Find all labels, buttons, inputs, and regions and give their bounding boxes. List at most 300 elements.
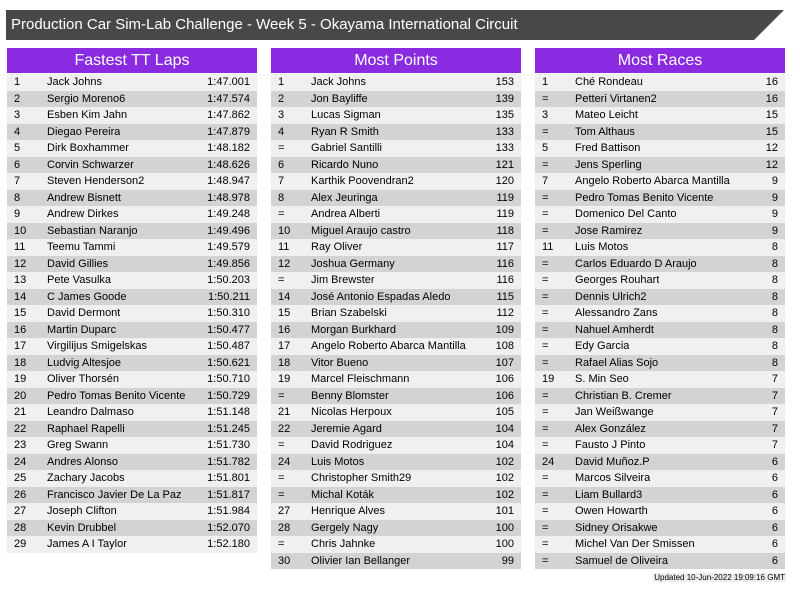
rank-cell: = (542, 257, 549, 270)
value-cell: 1:50.487 (207, 340, 250, 352)
rank-cell: 16 (14, 323, 27, 336)
value-cell: 1:48.978 (207, 191, 250, 204)
driver-name-cell: Jens Sperling (575, 158, 642, 171)
driver-name-cell: C James Goode (47, 290, 127, 303)
table-row (7, 322, 257, 339)
driver-name-cell: Dirk Boxhammer (47, 142, 129, 154)
page-title-banner (6, 10, 754, 40)
rank-cell: 9 (14, 208, 21, 220)
table-row (271, 404, 521, 421)
table-row (271, 157, 521, 174)
table-row (271, 124, 521, 141)
driver-name-cell: Alex Jeuringa (311, 191, 378, 204)
driver-name-cell: Carlos Eduardo D Araujo (575, 257, 697, 270)
table-row (535, 124, 785, 141)
table-row (271, 520, 521, 537)
driver-name-cell: Jack Johns (47, 76, 103, 88)
driver-name-cell: Nicolas Herpoux (311, 406, 392, 418)
driver-name-cell: Sergio Moreno6 (47, 92, 126, 105)
driver-name-cell: José Antonio Espadas Aledo (311, 290, 451, 303)
rank-cell: 10 (14, 224, 27, 237)
panel-title: Fastest TT Laps (7, 48, 257, 73)
driver-name-cell: S. Min Seo (575, 373, 629, 385)
rank-cell: = (542, 488, 549, 501)
value-cell: 104 (495, 422, 514, 435)
rank-cell: 12 (278, 257, 291, 270)
value-cell: 1:50.621 (207, 356, 250, 369)
value-cell: 6 (771, 488, 778, 501)
driver-name-cell: Olivier Ian Bellanger (311, 554, 411, 567)
value-cell: 1:47.001 (207, 76, 250, 88)
driver-name-cell: Samuel de Oliveira (575, 554, 668, 567)
value-cell: 6 (771, 538, 778, 550)
driver-name-cell: Vitor Bueno (311, 356, 369, 369)
rank-cell: 10 (278, 224, 291, 237)
table-row (7, 487, 257, 504)
rank-cell: 1 (542, 76, 549, 88)
driver-name-cell: Angelo Roberto Abarca Mantilla (311, 340, 466, 352)
table-row (271, 536, 521, 553)
rank-cell: 17 (14, 340, 27, 352)
table-row (7, 173, 257, 190)
table-row (271, 503, 521, 520)
driver-name-cell: Miguel Araujo castro (311, 224, 411, 237)
rank-cell: 21 (14, 406, 27, 418)
table-row (7, 355, 257, 372)
value-cell: 6 (771, 472, 778, 484)
rank-cell: 30 (278, 554, 291, 567)
value-cell: 118 (496, 224, 514, 237)
driver-name-cell: Petteri Virtanen2 (575, 92, 657, 105)
table-row (271, 355, 521, 372)
value-cell: 1:50.710 (207, 373, 250, 385)
table-row (535, 305, 785, 322)
driver-name-cell: Teemu Tammi (47, 241, 116, 253)
driver-name-cell: Ché Rondeau (575, 76, 643, 88)
table-row (535, 140, 785, 157)
driver-name-cell: Tom Althaus (575, 125, 635, 138)
value-cell: 153 (495, 76, 514, 88)
value-cell: 135 (495, 109, 514, 121)
value-cell: 1:50.203 (207, 274, 250, 286)
driver-name-cell: Owen Howarth (575, 505, 648, 517)
table-row (535, 223, 785, 240)
table-row (7, 223, 257, 240)
rank-cell: = (278, 488, 285, 501)
driver-name-cell: Fausto J Pinto (575, 439, 646, 451)
rank-cell: 22 (14, 422, 27, 435)
driver-name-cell: Sebastian Naranjo (47, 224, 138, 237)
driver-name-cell: Pedro Tomas Benito Vicente (575, 191, 714, 204)
rank-cell: 23 (14, 439, 27, 451)
value-cell: 12 (765, 142, 778, 154)
driver-name-cell: Kevin Drubbel (47, 521, 117, 534)
rank-cell: = (278, 389, 285, 402)
value-cell: 105 (495, 406, 514, 418)
value-cell: 102 (495, 488, 514, 501)
driver-name-cell: Greg Swann (47, 439, 109, 451)
driver-name-cell: Benny Blomster (311, 389, 389, 402)
driver-name-cell: Chris Jahnke (311, 538, 376, 550)
value-cell: 9 (771, 208, 778, 220)
rank-cell: 27 (14, 505, 27, 517)
table-row (271, 74, 521, 91)
value-cell: 9 (771, 191, 778, 204)
value-cell: 6 (771, 505, 778, 517)
table-row (535, 520, 785, 537)
driver-name-cell: David Muñoz.P (575, 455, 650, 468)
rank-cell: = (542, 224, 549, 237)
value-cell: 1:49.496 (207, 224, 250, 237)
panel-fastest-tt-laps (7, 48, 257, 553)
table-row (271, 421, 521, 438)
rank-cell: = (542, 439, 549, 451)
table-row (535, 157, 785, 174)
table-row (535, 404, 785, 421)
table-row (271, 223, 521, 240)
table-row (7, 404, 257, 421)
table-row (535, 503, 785, 520)
rank-cell: 15 (278, 307, 291, 319)
rank-cell: 13 (14, 274, 27, 286)
value-cell: 8 (771, 257, 778, 270)
table-row (271, 190, 521, 207)
driver-name-cell: Mateo Leicht (575, 109, 638, 121)
driver-name-cell: David Dermont (47, 307, 121, 319)
rank-cell: = (542, 208, 549, 220)
value-cell: 100 (495, 521, 514, 534)
table-row (271, 272, 521, 289)
rank-cell: 8 (14, 191, 21, 204)
driver-name-cell: Steven Henderson2 (47, 175, 145, 187)
value-cell: 6 (771, 521, 778, 534)
driver-name-cell: Ricardo Nuno (311, 158, 379, 171)
rank-cell: 18 (278, 356, 291, 369)
driver-name-cell: Martin Duparc (47, 323, 117, 336)
value-cell: 108 (495, 340, 514, 352)
table-row (535, 107, 785, 124)
value-cell: 1:49.579 (207, 241, 250, 253)
rank-cell: 24 (14, 455, 27, 468)
rank-cell: = (542, 406, 549, 418)
table-row (7, 91, 257, 108)
table-row (535, 256, 785, 273)
rank-cell: 2 (14, 92, 21, 105)
table-row (7, 371, 257, 388)
table-row (7, 107, 257, 124)
driver-name-cell: Christian B. Cremer (575, 389, 672, 402)
table-row (7, 289, 257, 306)
table-row (7, 206, 257, 223)
driver-name-cell: Luis Motos (575, 241, 629, 253)
value-cell: 1:49.248 (207, 208, 250, 220)
driver-name-cell: Fred Battison (575, 142, 641, 154)
page-title: Production Car Sim-Lab Challenge - Week 5 - Okayama International Circuit (11, 16, 518, 33)
table-row (7, 470, 257, 487)
table-row (535, 536, 785, 553)
table-row (535, 206, 785, 223)
driver-name-cell: Brian Szabelski (311, 307, 387, 319)
rank-cell: 28 (278, 521, 291, 534)
driver-name-cell: Esben Kim Jahn (47, 109, 128, 121)
value-cell: 1:50.477 (207, 323, 250, 336)
driver-name-cell: Leandro Dalmaso (47, 406, 134, 418)
rank-cell: = (542, 274, 549, 286)
value-cell: 8 (771, 290, 778, 303)
driver-name-cell: Dennis Ulrich2 (575, 290, 647, 303)
table-row (535, 487, 785, 504)
driver-name-cell: Pedro Tomas Benito Vicente (47, 389, 186, 402)
driver-name-cell: Jack Johns (311, 76, 367, 88)
table-row (271, 437, 521, 454)
driver-name-cell: Georges Rouhart (575, 274, 660, 286)
value-cell: 15 (765, 125, 778, 138)
value-cell: 121 (495, 158, 514, 171)
table-row (271, 470, 521, 487)
driver-name-cell: Marcel Fleischmann (311, 373, 410, 385)
value-cell: 1:50.310 (207, 307, 250, 319)
value-cell: 112 (496, 307, 514, 319)
driver-name-cell: Liam Bullard3 (575, 488, 643, 501)
table-row (7, 503, 257, 520)
table-row (7, 256, 257, 273)
rank-cell: = (542, 290, 549, 303)
table-row (7, 388, 257, 405)
value-cell: 1:51.148 (207, 406, 250, 418)
rank-cell: = (542, 125, 549, 138)
value-cell: 1:51.817 (207, 488, 250, 501)
table-row (7, 124, 257, 141)
rank-cell: 17 (278, 340, 291, 352)
table-row (271, 388, 521, 405)
panel-title: Most Points (271, 48, 521, 73)
rank-cell: 28 (14, 521, 27, 534)
leaderboard-list (7, 74, 257, 553)
rank-cell: 24 (278, 455, 291, 468)
value-cell: 8 (771, 241, 778, 253)
rank-cell: 18 (14, 356, 27, 369)
driver-name-cell: Corvin Schwarzer (47, 158, 134, 171)
rank-cell: 11 (14, 241, 26, 253)
table-row (535, 421, 785, 438)
rank-cell: 4 (14, 125, 21, 138)
table-row (271, 454, 521, 471)
driver-name-cell: James A I Taylor (47, 538, 127, 550)
table-row (7, 74, 257, 91)
value-cell: 102 (495, 455, 514, 468)
driver-name-cell: Angelo Roberto Abarca Mantilla (575, 175, 730, 187)
value-cell: 1:52.070 (207, 521, 250, 534)
driver-name-cell: Jeremie Agard (311, 422, 382, 435)
value-cell: 1:48.947 (207, 175, 250, 187)
rank-cell: 14 (14, 290, 27, 303)
driver-name-cell: Edy Garcia (575, 340, 630, 352)
rank-cell: 16 (278, 323, 291, 336)
rank-cell: 8 (278, 191, 285, 204)
value-cell: 104 (495, 439, 514, 451)
table-row (7, 157, 257, 174)
value-cell: 1:50.211 (207, 290, 250, 303)
rank-cell: 15 (14, 307, 27, 319)
driver-name-cell: Zachary Jacobs (47, 472, 125, 484)
driver-name-cell: Ludvig Altesjoe (47, 356, 121, 369)
table-row (7, 239, 257, 256)
driver-name-cell: Michel Van Der Smissen (575, 538, 695, 550)
value-cell: 12 (765, 158, 778, 171)
table-row (7, 454, 257, 471)
driver-name-cell: Raphael Rapelli (47, 422, 125, 435)
rank-cell: 5 (542, 142, 549, 154)
driver-name-cell: Jose Ramirez (575, 224, 643, 237)
value-cell: 1:52.180 (207, 538, 250, 550)
value-cell: 7 (771, 406, 778, 418)
rank-cell: 11 (542, 241, 554, 253)
value-cell: 1:47.574 (207, 92, 250, 105)
value-cell: 6 (771, 455, 778, 468)
value-cell: 119 (496, 208, 514, 220)
driver-name-cell: Francisco Javier De La Paz (47, 488, 182, 501)
driver-name-cell: Gergely Nagy (311, 521, 379, 534)
rank-cell: 7 (14, 175, 21, 187)
table-row (271, 289, 521, 306)
table-row (535, 355, 785, 372)
rank-cell: = (542, 323, 549, 336)
table-row (7, 520, 257, 537)
value-cell: 106 (495, 389, 514, 402)
rank-cell: = (542, 307, 549, 319)
table-row (271, 338, 521, 355)
rank-cell: = (542, 538, 549, 550)
driver-name-cell: Jan Weißwange (575, 406, 654, 418)
rank-cell: 24 (542, 455, 555, 468)
driver-name-cell: Christopher Smith29 (311, 472, 412, 484)
rank-cell: 7 (278, 175, 285, 187)
driver-name-cell: Sidney Orisakwe (575, 521, 658, 534)
driver-name-cell: Gabriel Santilli (311, 142, 382, 154)
driver-name-cell: Andres Alonso (47, 455, 118, 468)
value-cell: 1:48.626 (207, 158, 250, 171)
value-cell: 106 (495, 373, 514, 385)
value-cell: 16 (765, 92, 778, 105)
rank-cell: = (278, 142, 285, 154)
table-row (271, 256, 521, 273)
rank-cell: 11 (278, 241, 290, 253)
rank-cell: 22 (278, 422, 291, 435)
driver-name-cell: Karthik Poovendran2 (311, 175, 414, 187)
table-row (7, 140, 257, 157)
panel-most-races (535, 48, 785, 569)
value-cell: 9 (771, 175, 778, 187)
rank-cell: 25 (14, 472, 27, 484)
driver-name-cell: Alessandro Zans (575, 307, 658, 319)
driver-name-cell: Jon Bayliffe (311, 92, 368, 105)
value-cell: 8 (771, 274, 778, 286)
table-row (535, 289, 785, 306)
table-row (271, 206, 521, 223)
driver-name-cell: Joshua Germany (311, 257, 395, 270)
table-row (271, 91, 521, 108)
driver-name-cell: Ryan R Smith (311, 125, 379, 138)
value-cell: 1:48.182 (207, 142, 250, 154)
driver-name-cell: Jim Brewster (311, 274, 375, 286)
table-row (535, 322, 785, 339)
rank-cell: 1 (278, 76, 285, 88)
leaderboard-list (271, 74, 521, 569)
rank-cell: 26 (14, 488, 27, 501)
driver-name-cell: Diegao Pereira (47, 125, 121, 138)
value-cell: 7 (771, 373, 778, 385)
value-cell: 115 (496, 290, 514, 303)
table-row (535, 454, 785, 471)
value-cell: 99 (501, 554, 514, 567)
driver-name-cell: Andrea Alberti (311, 208, 381, 220)
table-row (535, 272, 785, 289)
table-row (7, 338, 257, 355)
value-cell: 107 (495, 356, 514, 369)
table-row (535, 74, 785, 91)
driver-name-cell: Alex González (575, 422, 646, 435)
table-row (271, 173, 521, 190)
value-cell: 117 (496, 241, 514, 253)
table-row (7, 190, 257, 207)
value-cell: 133 (495, 125, 514, 138)
rank-cell: = (542, 389, 549, 402)
value-cell: 109 (495, 323, 514, 336)
driver-name-cell: Marcos Silveira (575, 472, 651, 484)
value-cell: 102 (495, 472, 514, 484)
driver-name-cell: Andrew Bisnett (47, 191, 121, 204)
value-cell: 7 (771, 422, 778, 435)
rank-cell: = (542, 340, 549, 352)
rank-cell: = (542, 158, 549, 171)
value-cell: 1:47.879 (207, 125, 250, 138)
driver-name-cell: Andrew Dirkes (47, 208, 119, 220)
panel-title: Most Races (535, 48, 785, 73)
value-cell: 9 (771, 224, 778, 237)
value-cell: 1:51.245 (207, 422, 250, 435)
rank-cell: = (542, 356, 549, 369)
rank-cell: = (278, 274, 285, 286)
rank-cell: 5 (14, 142, 21, 154)
rank-cell: 6 (278, 158, 285, 171)
driver-name-cell: Luis Motos (311, 455, 365, 468)
value-cell: 100 (495, 538, 514, 550)
driver-name-cell: Domenico Del Canto (575, 208, 677, 220)
value-cell: 7 (771, 389, 778, 402)
rank-cell: 7 (542, 175, 549, 187)
driver-name-cell: Morgan Burkhard (311, 323, 396, 336)
table-row (271, 371, 521, 388)
driver-name-cell: Ray Oliver (311, 241, 363, 253)
table-row (7, 421, 257, 438)
rank-cell: 12 (14, 257, 27, 270)
table-row (271, 305, 521, 322)
value-cell: 116 (496, 257, 514, 270)
value-cell: 7 (771, 439, 778, 451)
driver-name-cell: David Rodriguez (311, 439, 393, 451)
table-row (271, 322, 521, 339)
value-cell: 133 (495, 142, 514, 154)
rank-cell: 27 (278, 505, 291, 517)
table-row (7, 437, 257, 454)
driver-name-cell: Henrique Alves (311, 505, 385, 517)
rank-cell: = (542, 92, 549, 105)
table-row (271, 239, 521, 256)
value-cell: 101 (495, 505, 514, 517)
table-row (535, 371, 785, 388)
driver-name-cell: David Gillies (47, 257, 109, 270)
value-cell: 1:50.729 (207, 389, 250, 402)
